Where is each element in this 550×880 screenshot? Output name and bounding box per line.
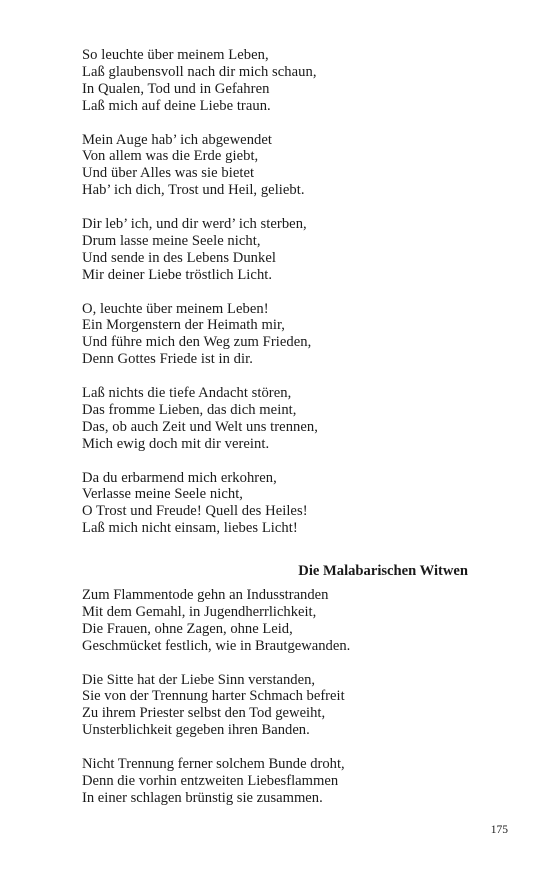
verse-line: Mich ewig doch mit dir vereint. (82, 435, 270, 452)
verse-line: Ein Morgenstern der Heimath mir, (82, 317, 285, 334)
verse-line: So leuchte über meinem Leben, (82, 47, 269, 63)
verse-line: Unsterblichkeit gegeben ihren Banden. (82, 722, 310, 739)
verse-line: Mir deiner Liebe tröstlich Licht. (82, 266, 273, 283)
verse-line: Denn Gottes Friede ist in dir. (82, 351, 253, 368)
verse-line: Zum Flammentode gehn an Indusstranden (82, 587, 329, 603)
verse-line: Denn die vorhin entzweiten Liebesflammen (82, 772, 339, 789)
verse-line: O, leuchte über meinem Leben! (82, 300, 269, 317)
verse-line: In Qualen, Tod und in Gefahren (82, 80, 270, 97)
stanza (82, 301, 482, 369)
verse-line: Laß glaubensvoll nach dir mich schaun, (82, 63, 317, 80)
verse-line: Und sende in des Lebens Dunkel (82, 249, 277, 266)
verse-line: Und über Alles was sie bietet (82, 165, 255, 182)
verse-line: Mit dem Gemahl, in Jugendherrlichkeit, (82, 603, 317, 620)
stanza (82, 385, 482, 453)
stanza (82, 587, 502, 655)
verse-line: Das, ob auch Zeit und Welt uns trennen, (82, 418, 318, 435)
verse-line: Das fromme Lieben, das dich meint, (82, 401, 297, 418)
verse-line: Von allem was die Erde giebt, (82, 148, 259, 165)
verse-line: Da du erbarmend mich erkohren, (82, 469, 277, 486)
page-number: 175 (490, 824, 508, 836)
verse-line: Sie von der Trennung harter Schmach befreit (82, 688, 345, 705)
verse-line: Die Frauen, ohne Zagen, ohne Leid, (82, 620, 293, 637)
verse-line: Laß mich nicht einsam, liebes Licht! (82, 520, 298, 537)
verse-line: Laß nichts die tiefe Andacht stören, (82, 385, 292, 402)
verse-line: Zu ihrem Priester selbst den Tod geweiht, (82, 705, 326, 722)
verse-line: Laß mich auf deine Liebe traun. (82, 97, 271, 114)
poem-title (82, 563, 482, 580)
verse-line: Nicht Trennung ferner solchem Bunde droht, (82, 756, 345, 773)
verse-line: Verlasse meine Seele nicht, (82, 486, 244, 503)
verse-line: Die Sitte hat der Liebe Sinn verstanden, (82, 671, 316, 688)
verse-line: In einer schlagen brünstig sie zusammen. (82, 789, 323, 806)
verse-line: Drum lasse meine Seele nicht, (82, 232, 261, 249)
poem-title-text: Die Malabarischen Witwen (298, 563, 468, 579)
stanza (82, 756, 502, 807)
stanza (82, 132, 482, 200)
verse-line: Und führe mich den Weg zum Frieden, (82, 334, 312, 351)
poem-body (82, 587, 502, 807)
stanza (82, 47, 482, 115)
stanza (82, 216, 482, 284)
verse-line: Dir leb’ ich, und dir werd’ ich sterben, (82, 216, 307, 233)
verse-line: O Trost und Freude! Quell des Heiles! (82, 503, 308, 520)
verse-line: Geschmücket festlich, wie in Brautgewanden. (82, 637, 351, 654)
stanza (82, 672, 502, 740)
verse-line: Mein Auge hab’ ich abgewendet (82, 131, 273, 148)
poem-continuation (82, 47, 482, 537)
verse-line: Hab’ ich dich, Trost und Heil, geliebt. (82, 182, 305, 199)
stanza (82, 470, 482, 538)
